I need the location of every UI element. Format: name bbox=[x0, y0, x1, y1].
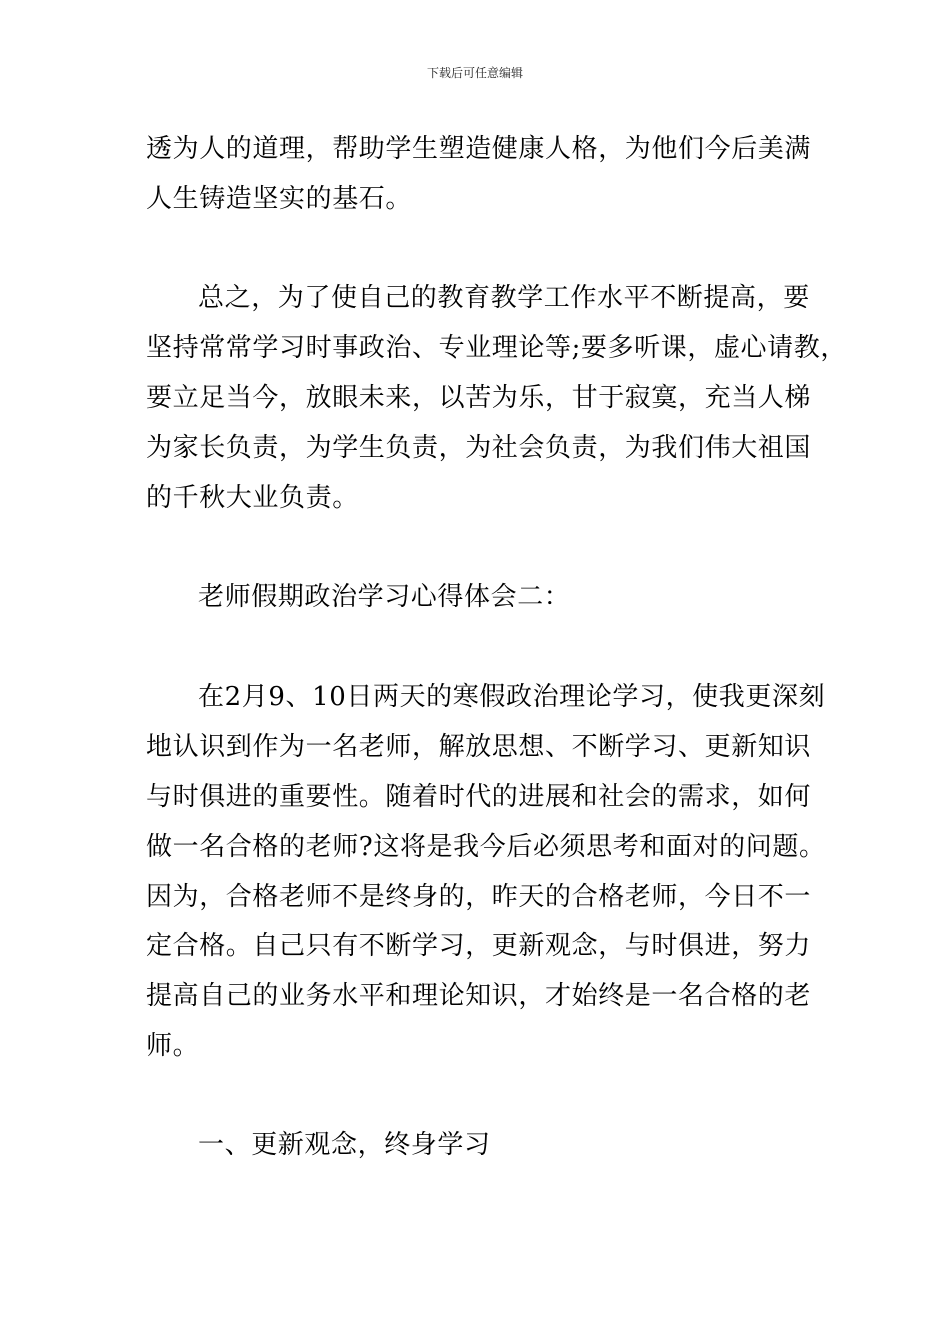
text-line: 因为，合格老师不是终身的，昨天的合格老师，今日不一 bbox=[146, 882, 812, 912]
text-line: 提高自己的业务水平和理论知识，才始终是一名合格的老 bbox=[146, 981, 812, 1011]
text-line: 在2月9、10日两天的寒假政治理论学习，使我更深刻 bbox=[198, 682, 826, 712]
section-heading: 老师假期政治学习心得体会二： bbox=[198, 582, 571, 612]
text-line: 与时俱进的重要性。随着时代的进展和社会的需求，如何 bbox=[146, 782, 812, 812]
text-line: 人生铸造坚实的基石。 bbox=[146, 184, 413, 214]
text-line: 师。 bbox=[146, 1031, 200, 1061]
text-line: 的千秋大业负责。 bbox=[146, 483, 359, 513]
text-line: 要立足当今，放眼未来，以苦为乐，甘于寂寞，充当人梯 bbox=[146, 383, 812, 413]
section-heading: 一、更新观念，终身学习 bbox=[198, 1130, 491, 1160]
text-line: 地认识到作为一名老师，解放思想、不断学习、更新知识 bbox=[146, 732, 812, 762]
text-line: 为家长负责，为学生负责，为社会负责，为我们伟大祖国 bbox=[146, 433, 812, 463]
page-header: 下载后可任意编辑 bbox=[426, 66, 523, 80]
text-line: 坚持常常学习时事政治、专业理论等;要多听课，虚心请教， bbox=[146, 333, 847, 363]
text-line: 总之，为了使自己的教育教学工作水平不断提高，要 bbox=[198, 283, 810, 313]
text-line: 做一名合格的老师?这将是我今后必须思考和面对的问题。 bbox=[146, 832, 826, 862]
text-line: 定合格。自己只有不断学习，更新观念，与时俱进，努力 bbox=[146, 931, 812, 961]
text-line: 透为人的道理，帮助学生塑造健康人格，为他们今后美满 bbox=[146, 134, 812, 164]
